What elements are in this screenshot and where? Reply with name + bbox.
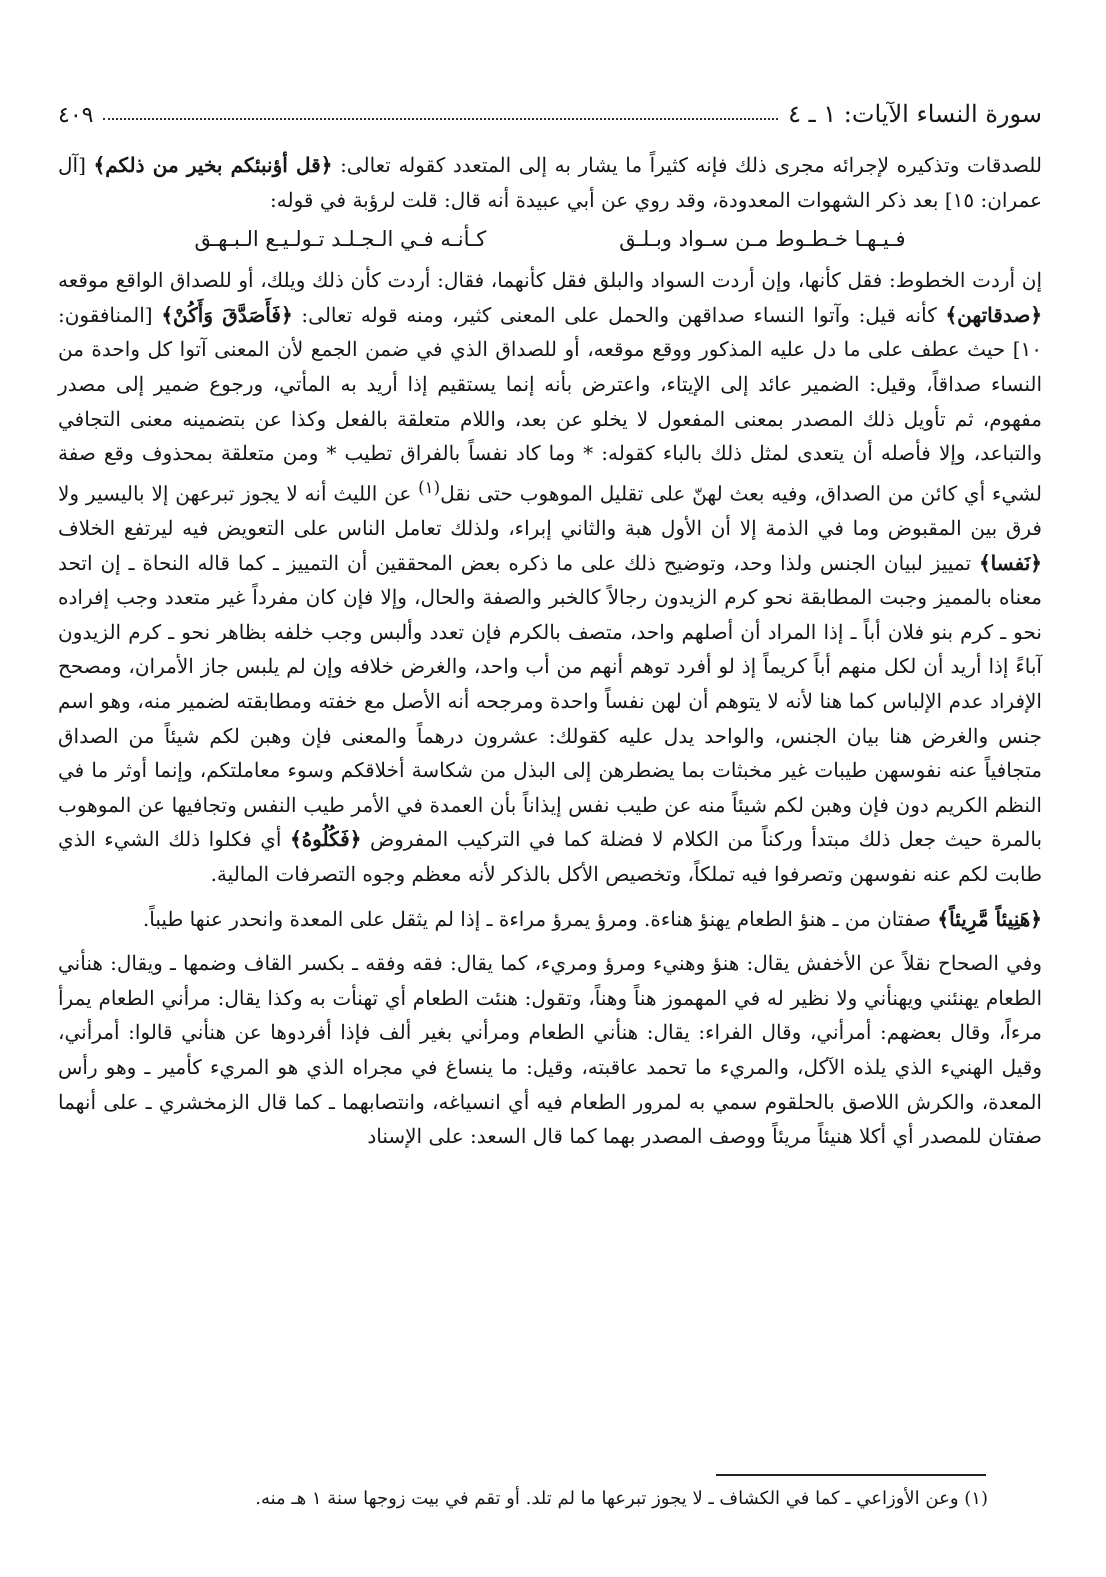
paragraph (58, 902, 1042, 937)
page-header (58, 88, 1042, 128)
running-title: سورة النساء الآيات: ١ ـ ٤ (788, 100, 1042, 128)
quran-quote: ﴿هَنِيئاً مَّرِيئاً﴾ (937, 906, 1042, 931)
text-segment: تمييز لبيان الجنس ولذا وحد، وتوضيح ذلك على ما ذكره بعض المحققين أن التمييز ـ كما قاله النحاة ـ إن اتحد معناه بالمميز وجبت المطابقة نحو كرم الزيدون رجالاً كالخبر والصفة والحال، وإلا فإن كان مفرداً غير متعدد وجب إفراده نحو ـ كرم بنو فلان أباً ـ إذا المراد أن أصلهم واحد، متصف بالكرم فإن تعدد وألبس وجب خلفه بظاهر نحو ـ كرم الزيدون آباءً إذا أريد أن لكل منهم أباً كريماً إذ لو أفرد توهم أنهم من أب واحد، والغرض خلافه وإن لم يلبس جاز الأمران، ومصحح الإفراد عدم الإلباس كما هنا لأنه لا يتوهم أن لهن نفساً واحدة ومرجحه أنه الأصل مع خفته ومطابقته لضمير منه، وهو اسم جنس والغرض هنا بيان الجنس، والواحد يدل عليه كقولك: عشرون درهماً والمعنى فإن وهبن لكم شيئاً من الصداق متجافياً عنه نفوسهن طيبات غير مخبثات بما يضطرهن إلى البذل من شكاسة أخلاقكم وسوء معاملتكم، وإنما أوثر ما في النظم الكريم دون فإن وهبن لكم شيئاً منه عن طيب نفس إيذاناً بأن العمدة في الأمر طيب النفس وتجافيها عن الموهوب بالمرة حيث جعل ذلك مبتدأ وركناً من الكلام لا فضلة كما في التركيب المفروض (58, 550, 1043, 852)
text-segment: وفي الصحاح نقلاً عن الأخفش يقال: هنؤ وهنيء ومرؤ ومريء، كما يقال: فقه وفقه ـ بكسر القاف وضمها ـ ويقال: هنأني الطعام يهنئني ويهنأني ولا نظير له في المهموز هناً وهناً، وتقول: هنئت الطعام أي تهنأت به وكذا يقال: مرأني الطعام يمرأ مرءاً، وقال بعضهم: أمرأني، وقال الفراء: يقال: هنأني الطعام ومرأني بغير ألف فإذا أفردوها عن هنأني قالوا: أمرأني، وقيل الهنيء الذي يلذه الآكل، والمريء ما تحمد عاقبته، وقيل: ما ينساغ في مجراه الذي هو المريء كأمير ـ وهو رأس المعدة، والكرش اللاصق بالحلقوم سمي به لمرور الطعام فيه أي انسياغه، وانتصابهما ـ كما قال الزمخشري ـ على أنهما صفتان للمصدر أي أكلا هنيئاً مريئاً ووصف المصدر بهما كما قال السعد: على الإسناد (58, 951, 1042, 1149)
text-segment: للصدقات وتذكيره لإجرائه مجرى ذلك فإنه كثيراً ما يشار به إلى المتعدد كقوله تعالى: (340, 153, 1042, 177)
verse-second-hemistich: كـأنـه فـي الـجـلـد تـولـيـع الـبـهـق (194, 227, 487, 252)
body-text (58, 148, 1042, 1154)
poetry-verse (58, 219, 1042, 259)
paragraph (58, 946, 1042, 1154)
text-segment: [المنافقون: ١٠] حيث عطف على ما دل عليه المذكور ووقع موقعه، أو للصداق الذي في ضمن الجمع لأن المعنى آتوا كل واحدة من النساء صداقاً، وقيل: الضمير عائد إلى الإيتاء، واعترض بأنه إنما يستقيم إذا أريد به المأتي، ورجوع ضمير إلى مصدر مفهوم، ثم تأويل ذلك المصدر بمعنى المفعول لا يخلو عن بعد، واللام متعلقة بالفعل وكذا عن بتضمينه معنى التجافي والتباعد، وإلا فأصله أن يتعدى لمثل ذلك بالباء كقوله: * وما كاد نفساً بالفراق تطيب * ومن متعلقة بمحذوف وقع صفة لشيء أي كائن من الصداق، وفيه بعث لهنّ على تقليل الموهوب حتى نقل (58, 302, 1043, 506)
spacer (58, 892, 1042, 902)
page-number: ٤٠٩ (58, 103, 94, 128)
quran-quote: ﴿نَفسا﴾ (978, 550, 1042, 575)
text-segment: كأنه قيل: وآتوا النساء صداقهن والحمل على المعنى كثير، ومنه قوله تعالى: (301, 302, 937, 327)
text-segment: إن أردت الخطوط: فقل كأنها، وإن أردت السواد والبلق فقل كأنهما، فقال: أردت كأن ذلك ويلك، أو للصداق الواقع موقعه (58, 268, 1042, 293)
quran-quote: ﴿قل أؤنبئكم بخير من ذلكم﴾ (93, 153, 333, 177)
paragraph (58, 263, 1042, 891)
quran-quote: ﴿صدقاتهن﴾ (945, 302, 1043, 327)
paragraph (58, 148, 1042, 217)
text-segment: أي فكلوا ذلك الشيء الذي طابت لكم عنه نفوسهن وتصرفوا فيه تملكاً، وتخصيص الأكل بالذكر لأنه معظم وجوه التصرفات المالية. (58, 827, 1042, 886)
text-segment: [آل عمران: ١٥] بعد ذكر الشهوات المعدودة، وقد روي عن أبي عبيدة أنه قال: قلت لرؤبة في قوله: (58, 153, 1042, 212)
quran-quote: ﴿فَأَصَدَّقَ وَأَكُنْ﴾ (161, 302, 293, 327)
footnote: (١) وعن الأوزاعي ـ كما في الكشاف ـ لا يجوز تبرعها ما لم تلد. أو تقم في بيت زوجها سنة ١ هـ منه. (255, 1488, 988, 1509)
text-segment: صفتان من ـ هنؤ الطعام يهنؤ هناءة. ومرؤ يمرؤ مراءة ـ إذا لم يثقل على المعدة وانحدر عنها طيباً. (142, 906, 932, 931)
text-segment: عن الليث أنه لا يجوز تبرعهن إلا باليسير ولا فرق بين المقبوض وما في الذمة إلا أن الأول هبة والثاني إبراء، ولذلك تعامل الناس على التعويض فيه ليرتفع الخلاف (58, 481, 1042, 540)
verse-first-hemistich: فـيـهـا خـطـوط مـن سـواد وبـلـق (619, 227, 906, 252)
footnote-reference: (١) (418, 477, 441, 497)
spacer (58, 936, 1042, 946)
footnote-separator (716, 1474, 986, 1476)
dotted-leader (103, 118, 778, 120)
quran-quote: ﴿فَكُلُوهُ﴾ (289, 827, 362, 852)
